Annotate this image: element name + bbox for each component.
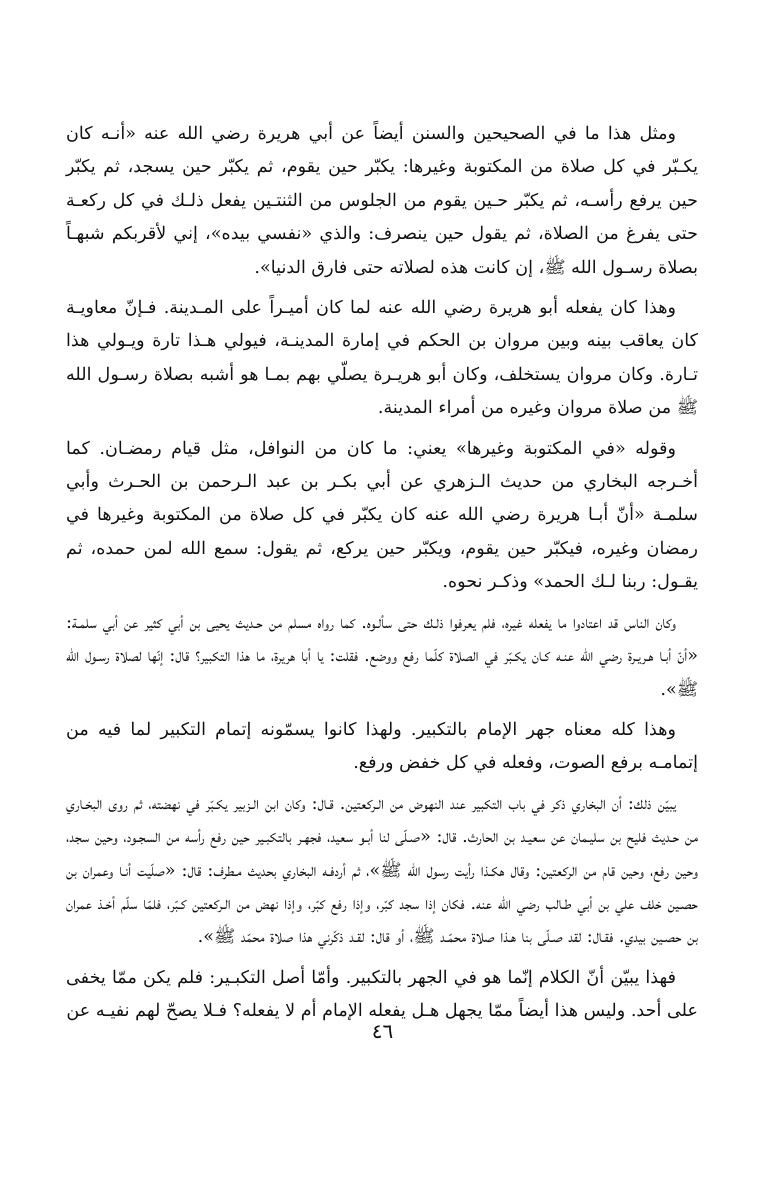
page-number: ٤٦ bbox=[371, 1019, 394, 1043]
paragraph-4: وكان الناس قد اعتادوا ما يفعله غيره، فلم يعرفوا ذلـك حتى سألـوه. كما رواه مسلم من حـديث يحيى بن أبي كثير عن أبي سلمـة: «أنّ أبـا هـريـرة رضي الله عنـه كـان يكـبّر في الصلاة كلّما رفع ووضع. فقلت: يا أبا هريرة، ما هذا التكبير؟ قال: إنّها لصلاة رسـول الله ﷺ». bbox=[66, 612, 698, 700]
paragraph-2: وهذا كان يفعله أبو هريرة رضي الله عنه لما كان أميـراً على المـدينة. فـإنّ معاويـة كان يعاقب بينه وبين مروان بن الحكم في إمارة المدينـة، فيولي هـذا تارة ويـولي هذا تـارة. وكان مروان يستخلف، وكان أبو هريـرة يصلّي بهم بمـا هو أشبه بصلاة رسـول الله ﷺ من صلاة مروان وغيره من أمراء المدينة. bbox=[66, 298, 698, 419]
paragraph-7: فهذا يبيّن أنّ الكلام إنّما هو في الجهر بالتكبير. وأمّا أصل التكبـير: فلم يكن ممّا يخفى على أحد. وليس هذا أيضاً ممّا يجهل هـل يفعله الإمام أم لا يفعله؟ فـلا يصحّ لهم نفيـه عن bbox=[66, 967, 698, 1022]
paragraph-1: ومثل هذا ما في الصحيحين والسنن أيضاً عن أبي هريرة رضي الله عنه «أنـه كان يكـبّر في كل صلاة من المكتوبة وغيرها: يكبّر حين يقوم، ثم يكبّر حين يسجد، ثم يكبّر حين يرفع رأسـه، ثم يكبّر حـين يقوم من الجلوس من الثنتـين يفعل ذلـك في كل ركعـة حتى يفرغ من الصلاة، ثم يقول حين ينصرف: والذي «نفسي بيده»، إني لأقربكم شبهـاً بصلاة رسـول الله ﷺ، إن كانت هذه لصلاته حتى فارق الدنيا». bbox=[66, 124, 698, 278]
paragraph-3: وقوله «في المكتوبة وغيرها» يعني: ما كان من النوافل، مثل قيام رمضـان. كما أخـرجه البخاري من حديث الـزهري عن أبي بكـر بن عبد الـرحمن بن الحـرث وأبي سلمـة «أنّ أبـا هريرة رضي الله عنه كان يكبّر في كل صلاة من المكتوبة وغيرها في رمضان وغيره، فيكبّر حين يقوم، ويكبّر حين يركع، ثم يقول: سمع الله لمن حمده، ثم يقـول: ربنا لـك الحمد» وذكـر نحوه. bbox=[66, 438, 698, 593]
paragraph-6: يبيّن ذلك: أن البخاري ذكر في باب التكبير عند النهوض من الـركعتين. قـال: وكان ابن الـزبير يكـبّر في نهضته، ثم روى البخـاري من حـديث فليح بن سليـمان عن سعيـد بن الحارث. قال: «صـلّى لنا أبـو سعيد، فجهـر بالتكبـير حين رفع رأسه من السجـود، وحين سجد، وحين رفع، وحين قام من الركعتين: وقال هكـذا رأيت رسول الله ﷺ»، ثم أردفـه البخاري بحديث مـطرف: قال: «صلّيت أنـا وعمران بن حصـين خلف علي بن أبي طـالب رضي الله عنه. فكان إذا سجد كبّر، وإذا رفع كبّر، وإذا نهض من الـركعتين كـبّر، فلمّا سلّم أخـذ عمران بن حصـين بيدي. فقـال: لقد صـلّى بنا هـذا صلاة محمّـد ﷺ، أو قال: لقـد ذكّرني هذا صلاة محمّد ﷺ». bbox=[66, 793, 698, 948]
page-body bbox=[66, 118, 698, 1029]
paragraph-5: وهذا كله معناه جهر الإمام بالتكبير. ولهذا كانوا يسمّونه إتمام التكبير لما فيه من إتمامـه برفع الصوت، وفعله في كل خفض ورفع. bbox=[66, 719, 698, 774]
